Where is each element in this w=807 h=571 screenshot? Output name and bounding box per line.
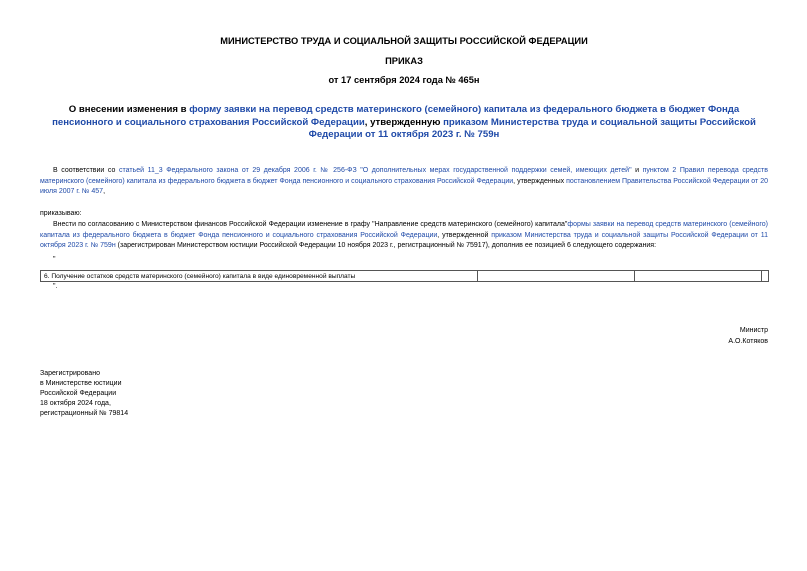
para-text: , утвержденной: [437, 231, 492, 239]
para-text: ,: [103, 188, 106, 196]
registration-block: [40, 369, 128, 419]
table-cell: [477, 271, 634, 282]
signature-name: А.О.Котяков: [728, 338, 768, 345]
paragraph-basis: [40, 166, 768, 198]
registration-line: Российской Федерации: [40, 390, 117, 397]
quote-open: ": [53, 256, 56, 263]
registration-line: Зарегистрировано: [40, 370, 100, 377]
table-cell: 6. Получение остатков средств материнского (семейного) капитала в виде единовременной выплаты: [41, 271, 478, 282]
para-text: , утвержденных: [513, 177, 567, 185]
signature-position: Министр: [739, 327, 768, 334]
link-federal-law[interactable]: статьей 11_3 Федерального закона от 29 декабря 2006 г. № 256-ФЗ "О дополнительных мерах государственной поддержки семей, имеющих детей": [118, 167, 632, 174]
title-link-order[interactable]: приказом Министерства труда и социальной защиты Российской Федерации от 11 октября 2023 г. № 759н: [308, 116, 756, 140]
para-text: (зарегистрирован Министерством юстиции Российской Федерации 10 ноября 2023 г., регистрационный № 75917), дополнив ее позицией 6 следующего содержания:: [115, 242, 657, 250]
para-text: Внести по согласованию с Министерством финансов Российской Федерации изменение в графу "Направление средств материнского (семейного) капитала": [53, 221, 568, 228]
link-rules[interactable]: пунктом 2 Правил перевода средств материнского (семейного) капитала из федерального бюджета в бюджет Фонда пенсионного и социального страхования Российской Федерации: [40, 167, 768, 185]
paragraph-order: приказываю:: [40, 210, 82, 217]
title-text: , утвержденную: [364, 116, 444, 128]
document-date-number: от 17 сентября 2024 года № 465н: [328, 75, 480, 85]
registration-line: 18 октября 2024 года,: [40, 400, 111, 407]
link-government-resolution[interactable]: постановлением Правительства Российской Федерации от 20 июля 2007 г. № 457: [40, 177, 769, 196]
link-form[interactable]: формы заявки на перевод средств материнского (семейного) капитала из федерального бюджета в бюджет Фонда пенсионного и социального страхования Российской Федерации: [40, 221, 768, 239]
title-text: О внесении изменения в: [68, 104, 190, 115]
change-table: [40, 270, 769, 282]
table-cell: [762, 271, 769, 282]
para-text: В соответствии со: [53, 167, 119, 174]
registration-line: регистрационный № 79814: [40, 410, 129, 417]
document-title: [40, 104, 768, 142]
ministry-name: МИНИСТЕРСТВО ТРУДА И СОЦИАЛЬНОЙ ЗАЩИТЫ РОССИЙСКОЙ ФЕДЕРАЦИИ: [220, 36, 588, 46]
link-order[interactable]: приказом Министерства труда и социальной защиты Российской Федерации от 11 октября 2023 г. № 759н: [40, 231, 768, 250]
document-type: ПРИКАЗ: [385, 56, 423, 66]
paragraph-change: [40, 220, 768, 252]
quote-close: ".: [53, 283, 58, 290]
registration-line: в Министерстве юстиции: [40, 380, 122, 387]
table-cell: [634, 271, 761, 282]
title-link-form[interactable]: форму заявки на перевод средств материнского (семейного) капитала из федерального бюджета в бюджет Фонда пенсионного и социального страхования Российской Федерации: [52, 104, 740, 128]
para-text: и: [631, 167, 643, 174]
table-row: [41, 271, 769, 282]
